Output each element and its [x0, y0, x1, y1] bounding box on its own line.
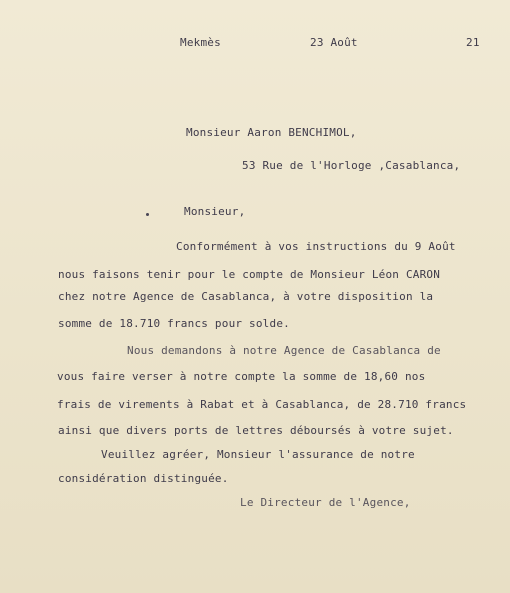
- body-line: vous faire verser à notre compte la somme de 18,60 nos: [57, 370, 426, 383]
- salutation: Monsieur,: [184, 205, 246, 218]
- body-line: ainsi que divers ports de lettres déboursés à votre sujet.: [58, 424, 454, 437]
- body-line: frais de virements à Rabat et à Casablanca, de 28.710 francs: [57, 398, 467, 411]
- body-line: considération distinguée.: [58, 472, 229, 485]
- body-line: Conformément à vos instructions du 9 Août: [176, 240, 456, 253]
- recipient-street: 53 Rue de l'Horloge ,Casablanca,: [242, 159, 461, 172]
- signature: Le Directeur de l'Agence,: [240, 496, 411, 509]
- body-line: somme de 18.710 francs pour solde.: [58, 317, 290, 330]
- body-line: nous faisons tenir pour le compte de Monsieur Léon CARON: [58, 268, 441, 281]
- recipient-name: Monsieur Aaron BENCHIMOL,: [186, 126, 357, 139]
- page-number: 21: [466, 36, 480, 49]
- ink-dot: [146, 213, 149, 216]
- body-line: Veuillez agréer, Monsieur l'assurance de notre: [101, 448, 415, 461]
- body-line: chez notre Agence de Casablanca, à votre disposition la: [58, 290, 434, 303]
- body-line: Nous demandons à notre Agence de Casablanca de: [127, 344, 441, 357]
- header-date: 23 Août: [310, 36, 358, 49]
- header-place: Mekmès: [180, 36, 221, 49]
